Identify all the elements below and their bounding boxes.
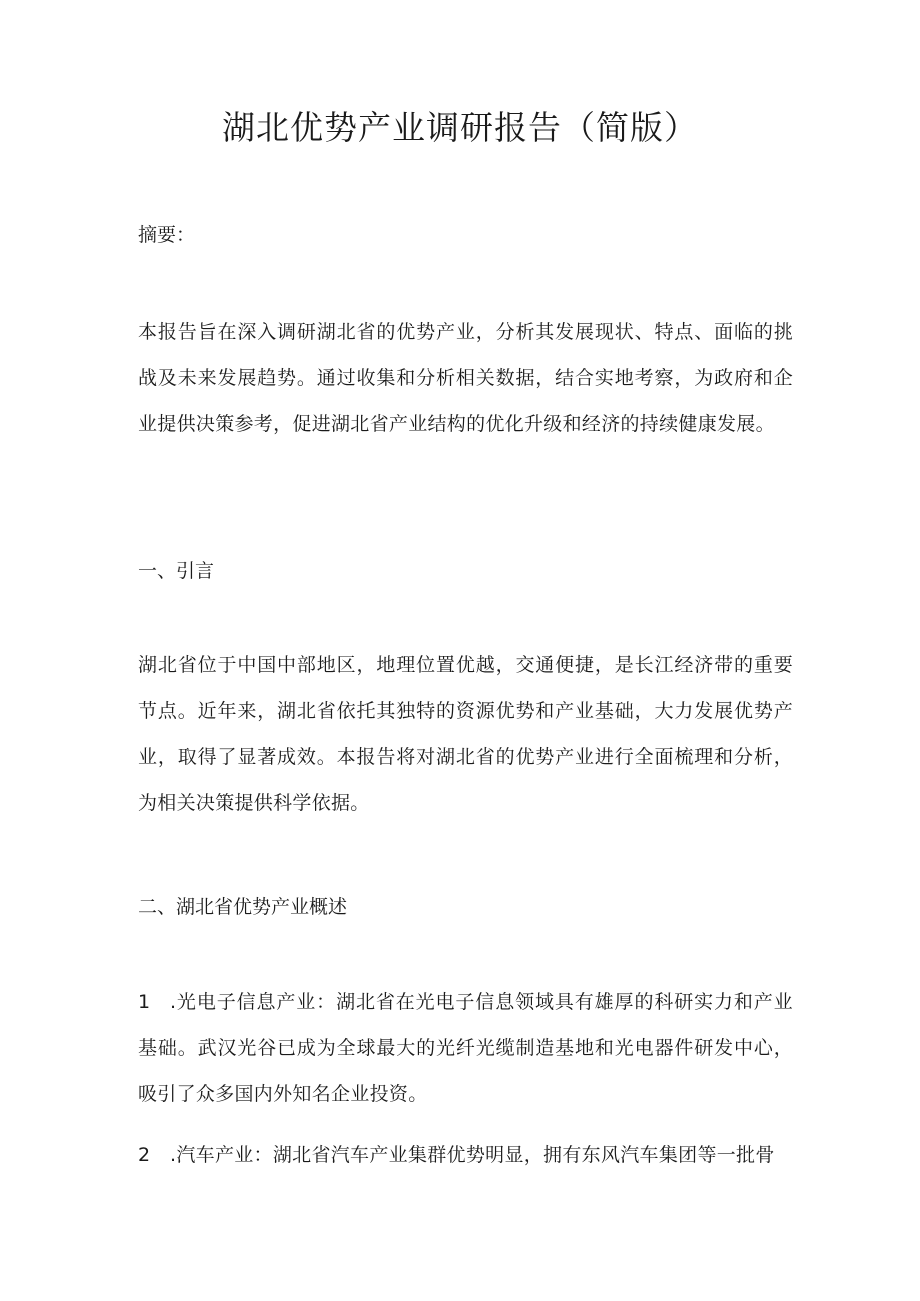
list-item-number: 1 (138, 991, 151, 1013)
abstract-paragraph: 本报告旨在深入调研湖北省的优势产业，分析其发展现状、特点、面临的挑战及未来发展趋势。通过收集和分析相关数据，结合实地考察，为政府和企业提供决策参考，促进湖北省产业结构的优化升级和经济的持续健康发展。 (138, 321, 793, 435)
list-item-number: 2 (138, 1144, 151, 1166)
section-heading-overview: 二、湖北省优势产业概述 (138, 896, 348, 918)
list-item (138, 1132, 793, 1178)
introduction-paragraph: 湖北省位于中国中部地区，地理位置优越，交通便捷，是长江经济带的重要节点。近年来，湖北省依托其独特的资源优势和产业基础，大力发展优势产业，取得了显著成效。本报告将对湖北省的优势产业进行全面梳理和分析，为相关决策提供科学依据。 (138, 654, 793, 814)
section-heading-introduction: 一、引言 (138, 560, 215, 582)
list-item (138, 979, 793, 1117)
list-item-text: .汽车产业：湖北省汽车产业集群优势明显，拥有东风汽车集团等一批骨 (170, 1144, 775, 1166)
document-title: 湖北优势产业调研报告（简版） (222, 108, 698, 147)
list-item-text: .光电子信息产业：湖北省在光电子信息领域具有雄厚的科研实力和产业基础。武汉光谷已成为全球最大的光纤光缆制造基地和光电器件研发中心，吸引了众多国内外知名企业投资。 (138, 991, 793, 1105)
abstract-label: 摘要： (138, 224, 196, 246)
